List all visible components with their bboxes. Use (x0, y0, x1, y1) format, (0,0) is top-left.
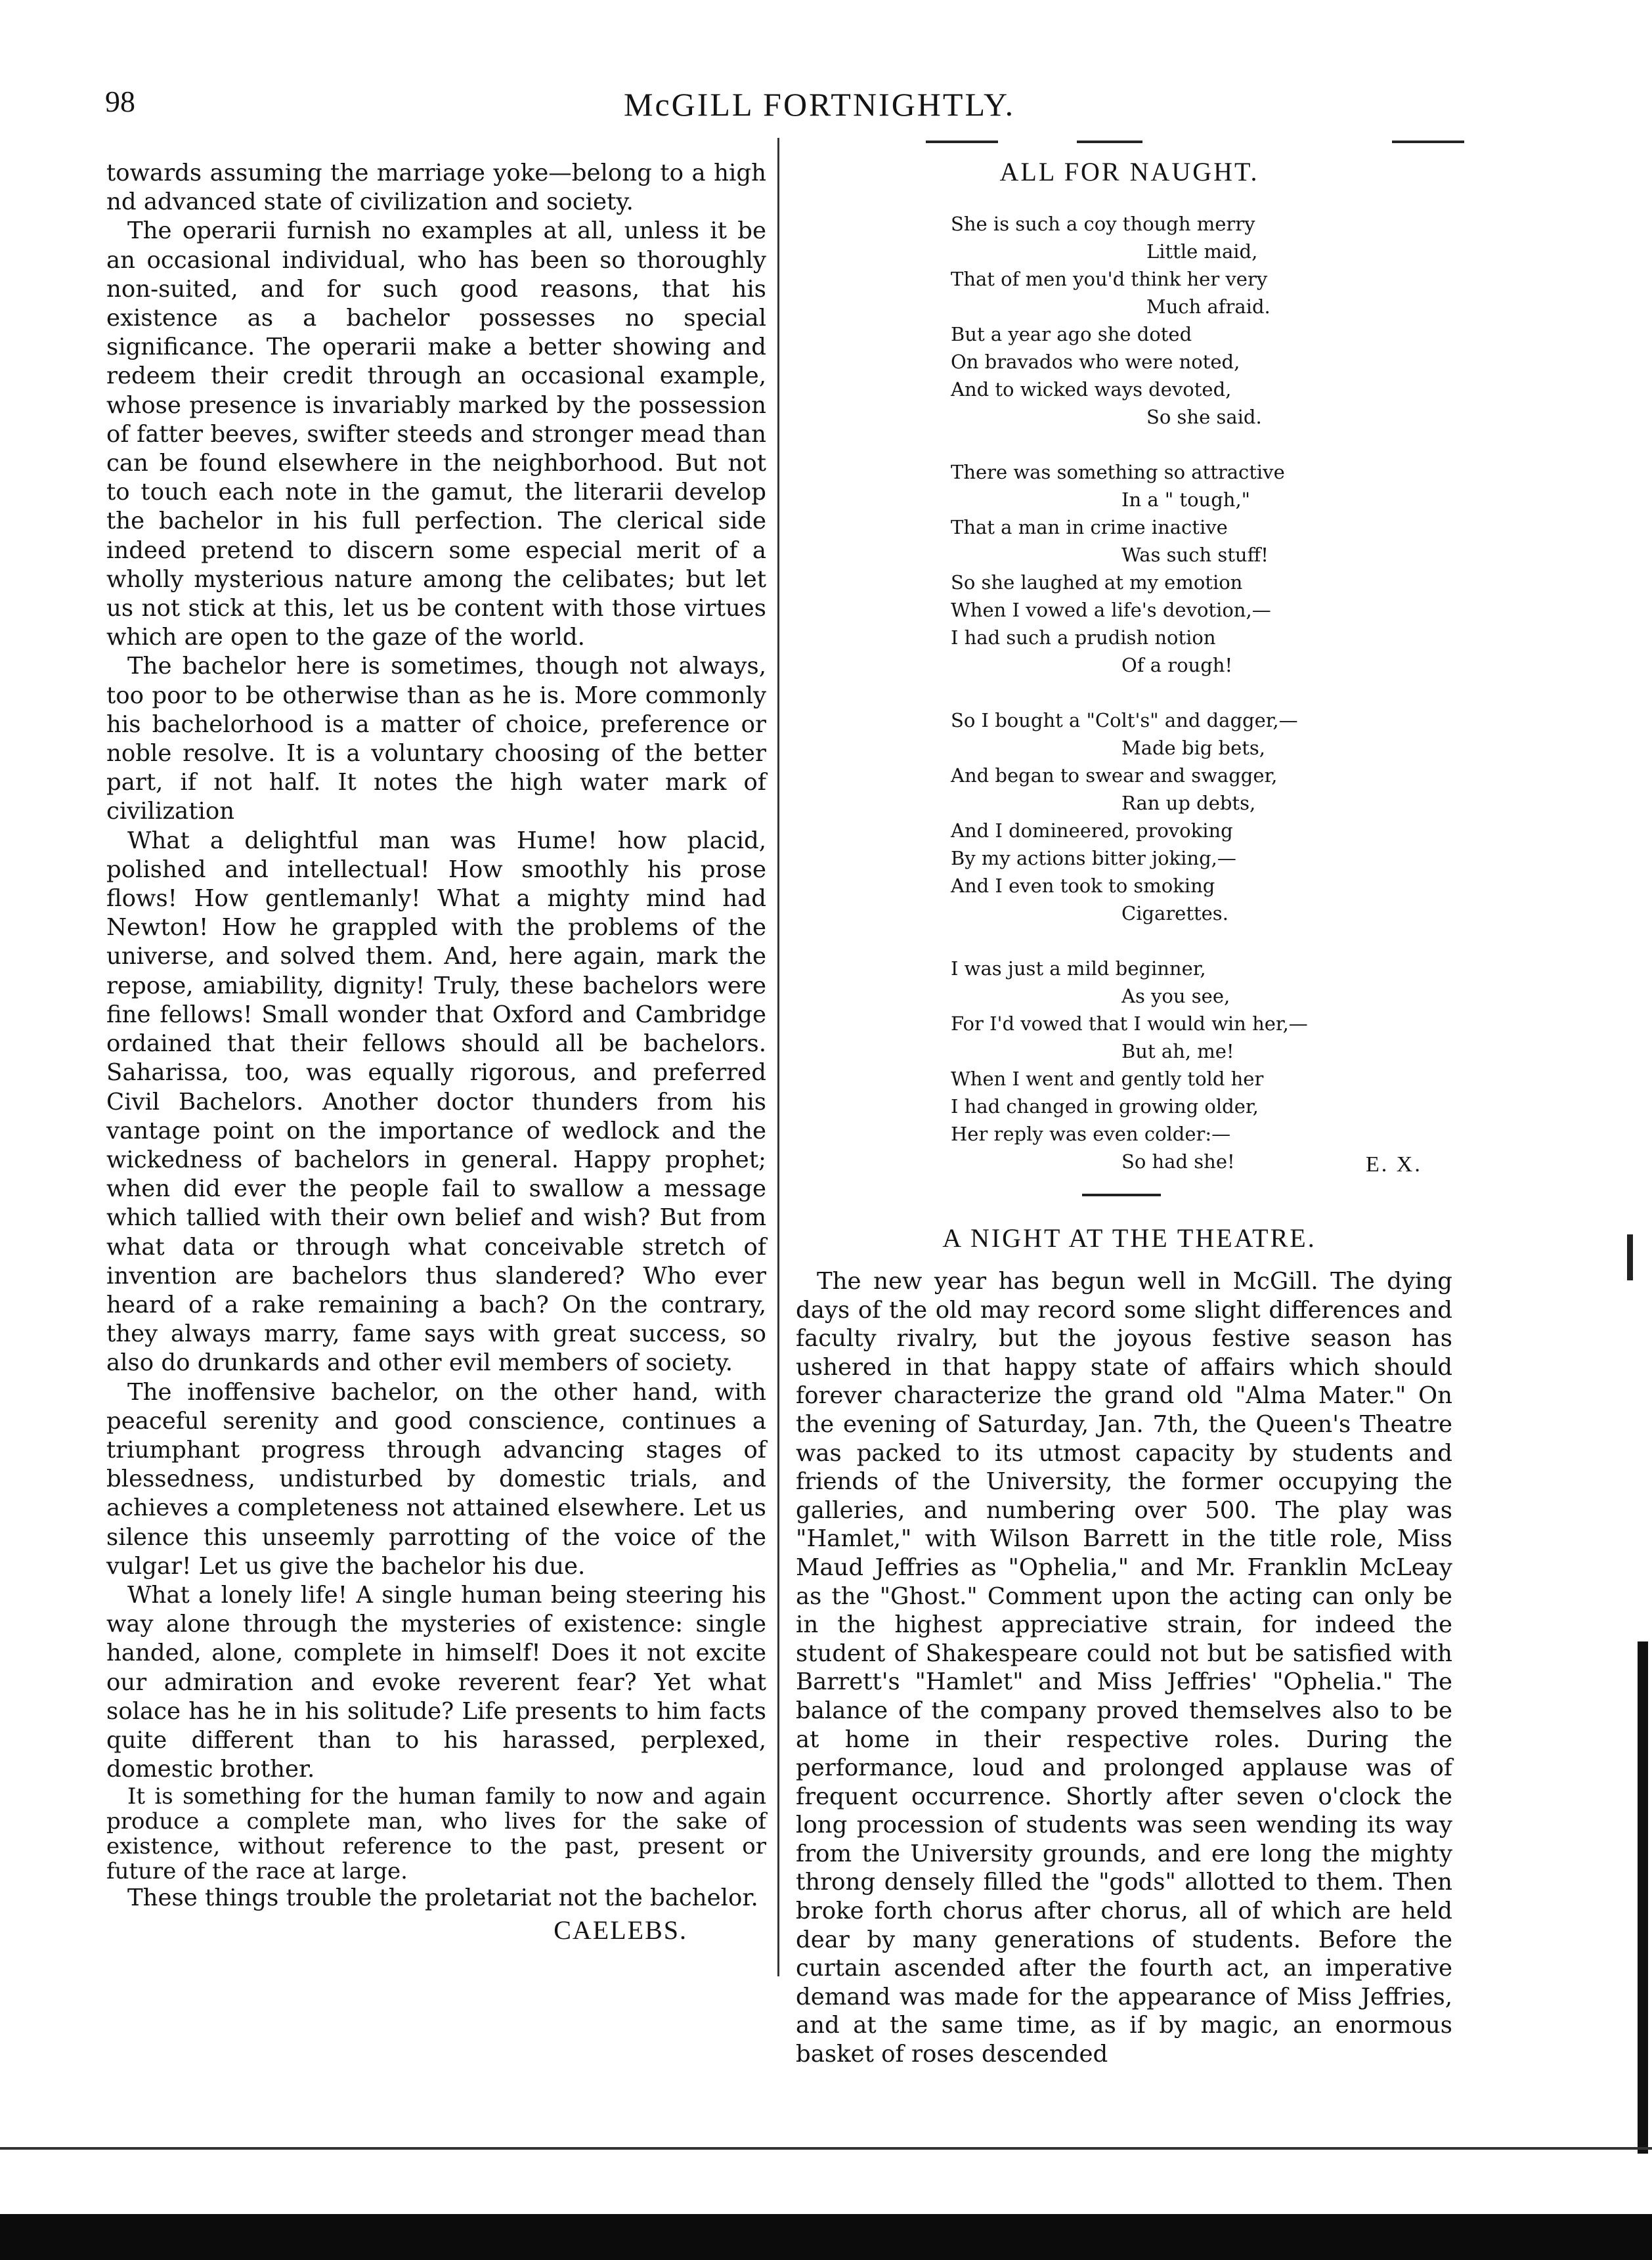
poem-stanza (951, 210, 1410, 431)
scan-edge-mark (1627, 1234, 1633, 1280)
poem-line: Ran up debts, (1121, 792, 1256, 814)
poem-line: Was such stuff! (1121, 544, 1269, 566)
poem-line: She is such a coy though merry (951, 213, 1255, 235)
poem-line: But ah, me! (1121, 1040, 1234, 1062)
poem-stanza (951, 955, 1410, 1175)
running-head: McGILL FORTNIGHTLY. (624, 86, 1016, 123)
poem-line: That a man in crime inactive (951, 516, 1228, 538)
poem-line: So I bought a "Colt's" and dagger,— (951, 709, 1298, 731)
poem-line: So she laughed at my emotion (951, 571, 1243, 594)
poem-line: Much afraid. (1146, 295, 1271, 318)
poem-body (951, 210, 1410, 1203)
article-title: A NIGHT AT THE THEATRE. (942, 1223, 1316, 1253)
poem-line: As you see, (1121, 985, 1230, 1007)
poem-line: And began to swear and swagger, (951, 764, 1278, 787)
essay-paragraph: The operarii furnish no examples at all, unless it be an occasional individual, who has been so thoroughly non-suited, and for such good reasons, that his existence as a bachelor possesses no special significance. The operarii make a better showing and redeem their credit through an occasional example, whose presence is invariably marked by the possession of fatter beeves, swifter steeds and stronger mead than can be found elsewhere in the neighborhood. But not to touch each note in the gamut, the literarii develop the bachelor in his full perfection. The clerical side indeed pretend to discern some especial merit of a wholly mysterious nature among the celibates; but let us not stick at this, let us be content with those virtues which are open to the gaze of the world. (106, 217, 766, 651)
poem-line: And to wicked ways devoted, (951, 378, 1232, 401)
poem-line: Of a rough! (1121, 654, 1233, 676)
poem-line: And I even took to smoking (951, 875, 1215, 897)
poem-line: So she said. (1146, 406, 1262, 428)
article-paragraph: The new year has begun well in McGill. The dying days of the old may record some slight differences and faculty rivalry, but the joyous festive season has ushered in that happy state of affairs which should forever characterize the grand old "Alma Mater." On the evening of Saturday, Jan. 7th, the Queen's Theatre was packed to its utmost capacity by students and friends of the University, the former occupying the galleries, and numbering over 500. The play was "Hamlet," with Wilson Barrett in the title role, Miss Maud Jeffries as "Ophelia," and Mr. Franklin McLeay as the "Ghost." Comment upon the acting can only be in the highest appreciative strain, for indeed the student of Shakespeare could not but be satisfied with Barrett's "Hamlet" and Miss Jeffries' "Ophelia." The balance of the company proved themselves also to be at home in their respective roles. During the performance, loud and prolonged applause was of frequent occurrence. Shortly after seven o'clock the long procession of students was seen wending its way from the University grounds, and ere long the mighty throng densely filled the "gods" allotted to them. Then broke forth chorus after chorus, all of which are held dear by many generations of students. Before the curtain ascended after the fourth act, an imperative demand was made for the appearance of Miss Jeffries, and at the same time, as if by magic, an enormous basket of roses descended (796, 1268, 1452, 2068)
section-divider (1082, 1194, 1161, 1196)
article-body (796, 1267, 1452, 2069)
poem-line: Little maid, (1146, 240, 1258, 263)
poem-signature: E. X. (1366, 1152, 1422, 1177)
poem-line: For I'd vowed that I would win her,— (951, 1012, 1308, 1035)
poem-line: I had such a prudish notion (951, 626, 1216, 649)
top-rule-divider (926, 141, 998, 143)
essay-paragraph: The inoffensive bachelor, on the other hand, with peaceful serenity and good conscience, continues a triumphant progress through advancing stages of blessedness, undisturbed by domestic trials, and achieves a completeness not attained elsewhere. Let us silence this unseemly parrotting of the voice of the vulgar! Let us give the bachelor his due. (106, 1378, 766, 1580)
essay-paragraph: What a delightful man was Hume! how placid, polished and intellectual! How smoothly his prose flows! How gentlemanly! What a mighty mind had Newton! How he grappled with the problems of the universe, and solved them. And, here again, mark the repose, amiability, dignity! Truly, these bachelors were fine fellows! Small wonder that Oxford and Cambridge ordained that their fellows should all be bachelors. Saharissa, too, was equally rigorous, and preferred Civil Bachelors. Another doctor thunders from his vantage point on the importance of wedlock and the wickedness of bachelors in general. Happy prophet; when did ever the people fail to swallow a message which tallied with their own belief and wish? But from what data or through what conceivable stretch of invention are bachelors thus slandered? Who ever heard of a rake remaining a bach? On the contrary, they always marry, fame says with great success, so also do drunkards and other evil members of society. (106, 827, 766, 1377)
poem-line: When I vowed a life's devotion,— (951, 599, 1271, 621)
page-number: 98 (105, 85, 135, 118)
poem-line: Cigarettes. (1121, 902, 1228, 924)
left-column-essay (106, 159, 766, 1945)
poem-line: There was something so attractive (951, 461, 1285, 483)
poem-line: By my actions bitter joking,— (951, 847, 1236, 869)
scan-bottom-band (0, 2214, 1652, 2260)
bottom-rule (0, 2147, 1652, 2150)
poem-title: ALL FOR NAUGHT. (999, 157, 1259, 186)
poem-line: On bravados who were noted, (951, 351, 1240, 373)
poem-line: But a year ago she doted (951, 323, 1192, 345)
poem-line: I was just a mild beginner, (951, 957, 1206, 980)
top-rule-divider (1392, 141, 1464, 143)
scan-edge-mark (1638, 1641, 1648, 2154)
top-rule-divider (1077, 141, 1142, 143)
essay-paragraph: What a lonely life! A single human being steering his way alone through the mysteries of existence: single handed, alone, complete in himself! Does it not excite our admiration and evoke reverent fear? Yet what solace has he in his solitude? Life presents to him facts quite different than to his harassed, perplexed, domestic brother. (106, 1581, 766, 1783)
poem-stanza (951, 458, 1410, 679)
poem-line: In a " tough," (1121, 489, 1251, 511)
essay-signature: CAELEBS. (554, 1915, 687, 1945)
poem-line: That of men you'd think her very (951, 268, 1268, 290)
poem-line: Made big bets, (1121, 737, 1266, 759)
poem-line: Her reply was even colder:— (951, 1123, 1231, 1145)
poem-stanza (951, 706, 1410, 927)
poem-line: I had changed in growing older, (951, 1095, 1259, 1118)
poem-line: And I domineered, provoking (951, 819, 1233, 842)
essay-paragraph: towards assuming the marriage yoke—belong to a high nd advanced state of civilization and society. (106, 160, 766, 216)
poem-line: So had she! (1121, 1150, 1235, 1173)
essay-paragraph: The bachelor here is sometimes, though not always, too poor to be otherwise than as he is. More commonly his bachelorhood is a matter of choice, preference or noble resolve. It is a voluntary choosing of the better part, if not half. It notes the high water mark of civilization (106, 653, 766, 825)
poem-line: When I went and gently told her (951, 1068, 1264, 1090)
column-divider (777, 138, 779, 1976)
essay-paragraph: These things trouble the proletariat not the bachelor. (127, 1884, 758, 1912)
essay-paragraph: It is something for the human family to now and again produce a complete man, who lives for the sake of existence, without reference to the past, present or future of the race at large. (106, 1783, 766, 1885)
